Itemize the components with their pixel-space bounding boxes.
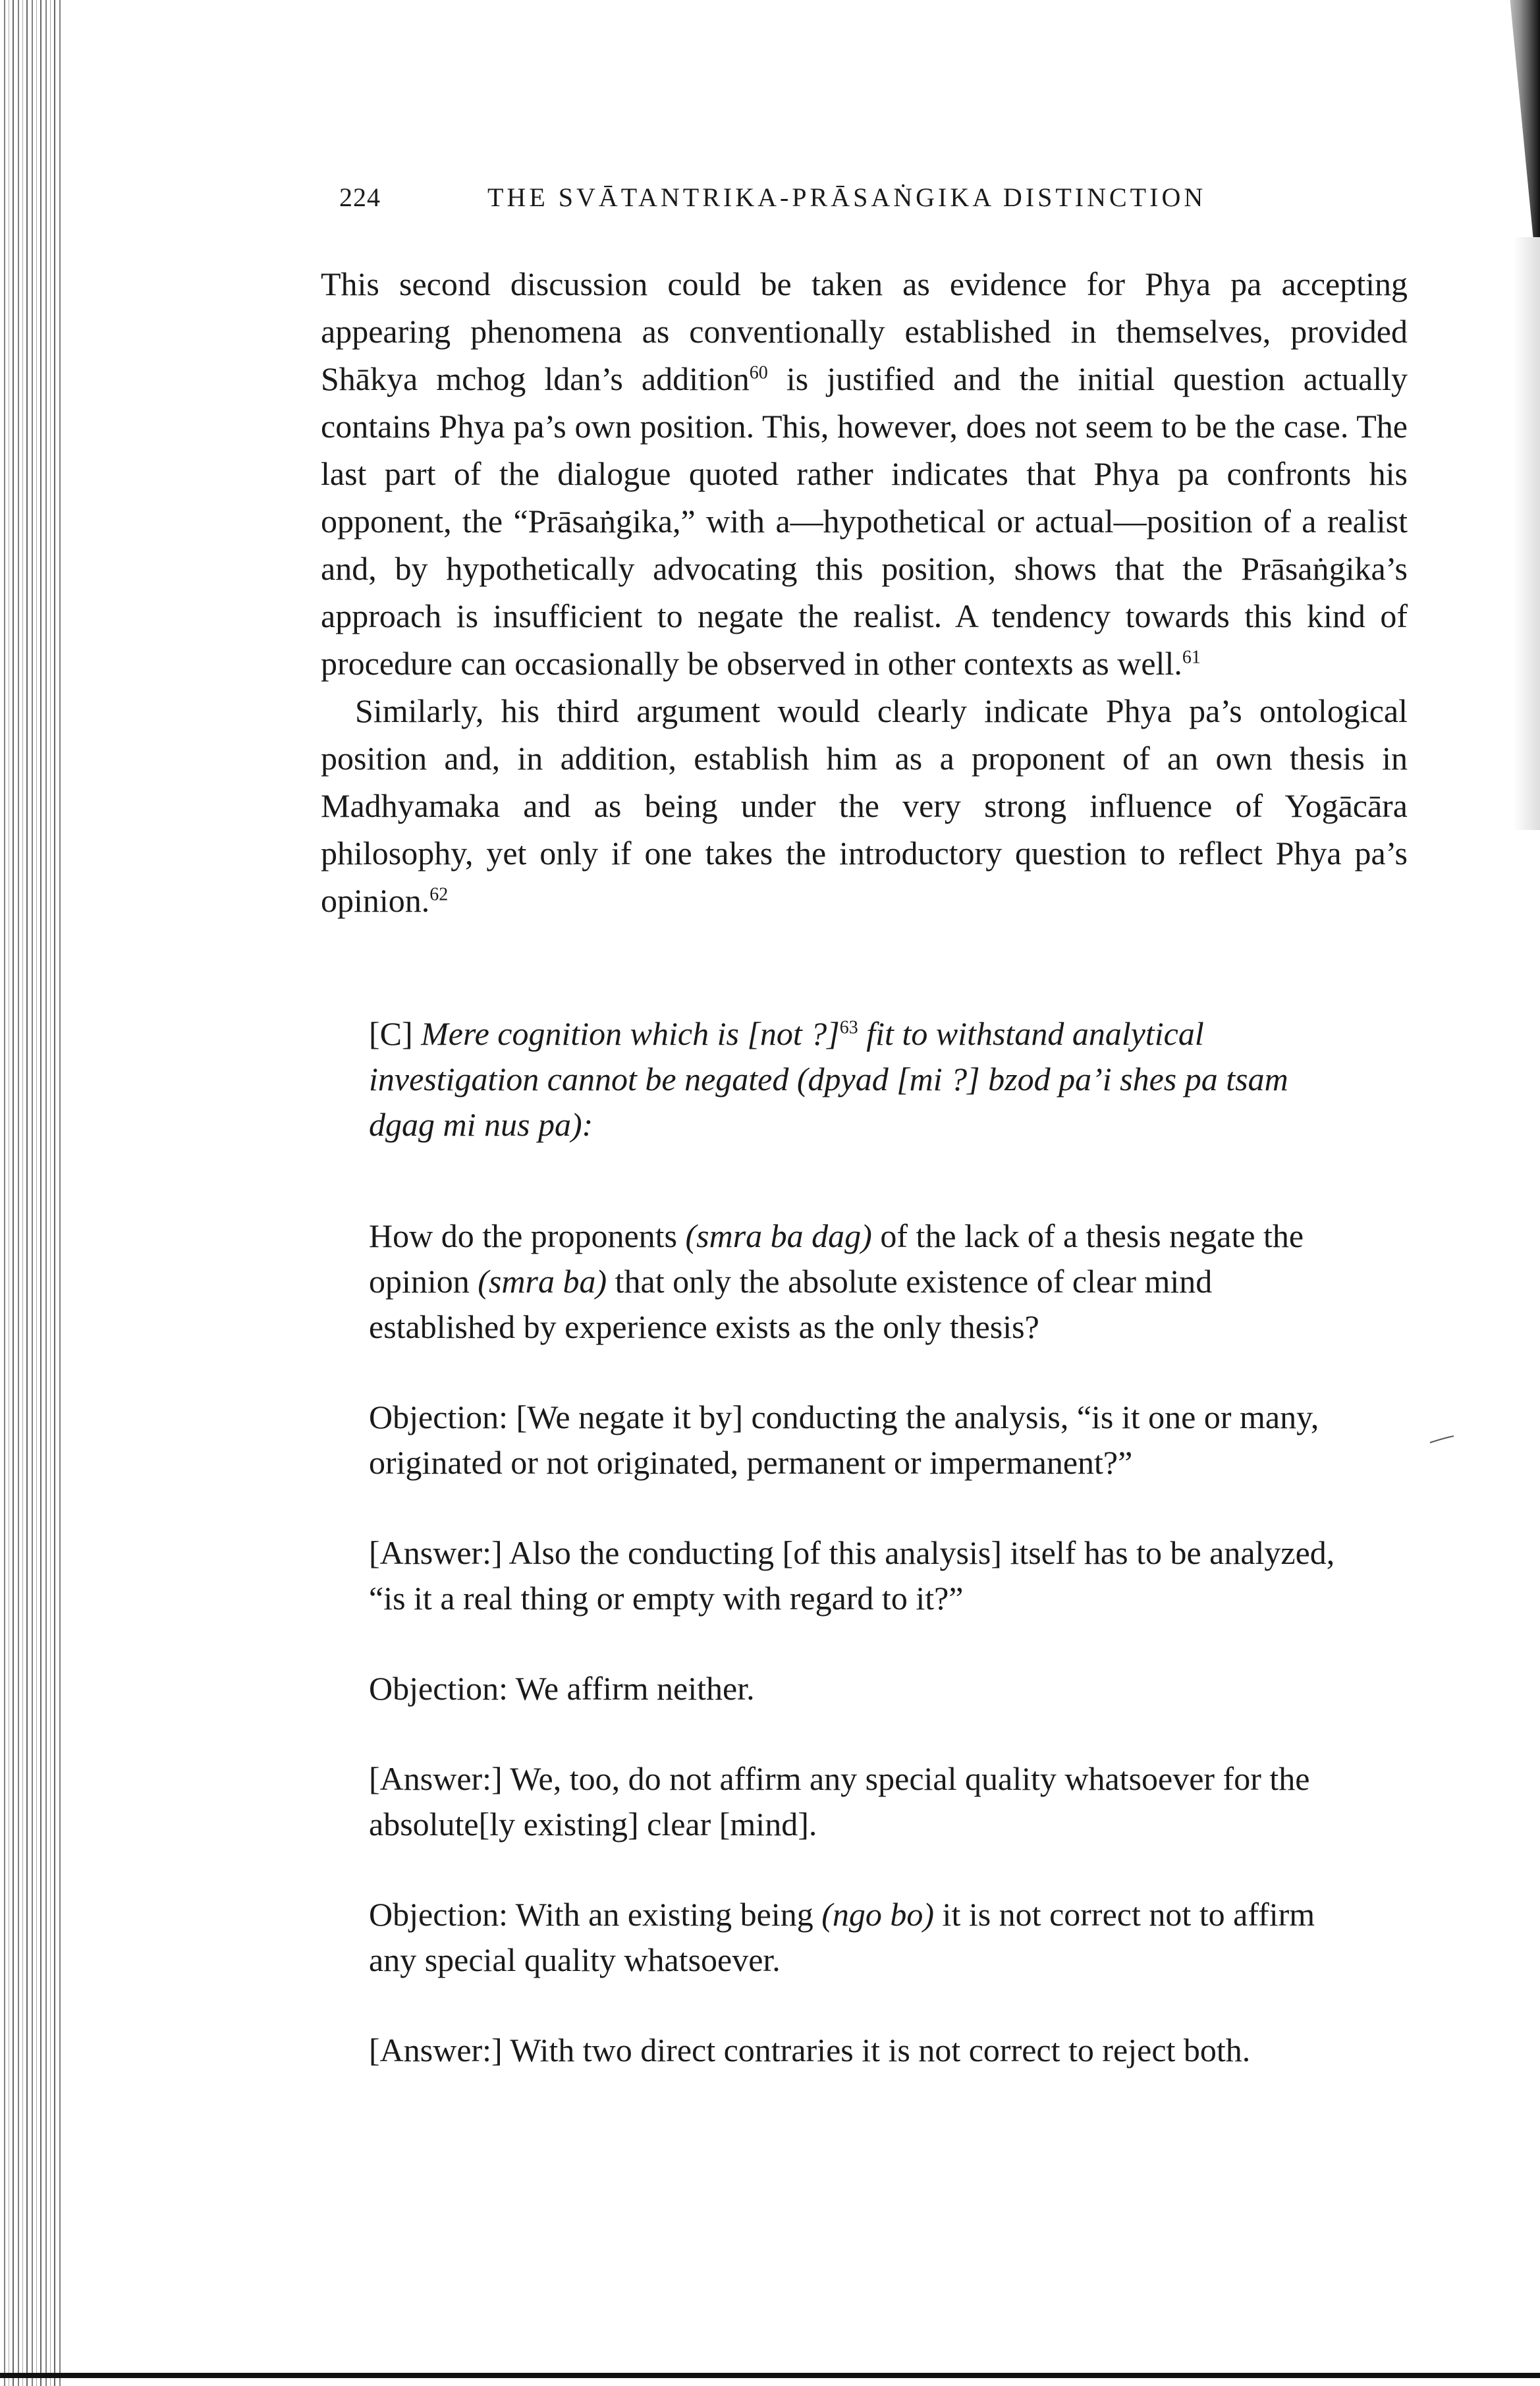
paragraph-2 — [321, 687, 1408, 924]
paragraph-1 — [321, 260, 1408, 687]
quote-objection-3 — [369, 1892, 1347, 1983]
quote-heading — [369, 1011, 1347, 1148]
running-title: THE SVĀTANTRIKA-PRĀSAṄGIKA DISTINCTION — [487, 182, 1207, 212]
paragraph-2-text: Similarly, his third argument would clearly indicate Phya pa’s ontological position and, in addition, establish him as a proponent of an own thesis in Madhyamaka and as being under the very strong influence of Yogācāra philosophy, yet only if one takes the introductory question to reflect Phya pa’s opinion. — [321, 692, 1408, 919]
footnote-ref-63: 63 — [839, 1017, 858, 1038]
paragraph-1-text-b: is justified and the initial question actually contains Phya pa’s own position. This, however, does not seem to be the case. The last part of the dialogue quoted rather indicates that Phya pa confronts his opponent, the “Prāsaṅgika,” with a—hypothetical or actual—position of a realist and, by hypothetically advocating this position, shows that the Prāsaṅgika’s approach is insufficient to negate the realist. A tendency towards this kind of procedure can occasionally be observed in other contexts as well. — [321, 360, 1408, 682]
footnote-ref-62: 62 — [429, 884, 449, 905]
quote-question-a: How do the proponents — [369, 1217, 686, 1254]
page-number: 224 — [339, 182, 381, 212]
page-edge-speckle — [1514, 237, 1540, 830]
quote-objection-3-a: Objection: With an existing being — [369, 1896, 822, 1933]
quote-objection-1: Objection: [We negate it by] conducting the analysis, “is it one or many, originated or not originated, permanent or impermanent?” — [369, 1399, 1319, 1481]
quote-answer-2: [Answer:] We, too, do not affirm any special quality whatsoever for the absolute[ly existing] clear [mind]. — [369, 1760, 1310, 1843]
quote-heading-a: Mere cognition which is [not ?] — [421, 1015, 840, 1052]
block-quote — [369, 1011, 1347, 2118]
tibetan-term-smra-ba-dag: (smra ba dag) — [685, 1217, 872, 1254]
page-edge-shadow — [1494, 0, 1540, 237]
quote-answer-1: [Answer:] Also the conducting [of this analysis] itself has to be analyzed, “is it a real thing or empty with regard to it?” — [369, 1534, 1335, 1617]
quote-label: [C] — [369, 1015, 422, 1052]
margin-pencil-mark — [1429, 1435, 1454, 1444]
quote-heading-b: fit to withstand analytical investigation cannot be negated (dpyad [mi ?] bzod pa’i shes pa tsam dgag mi nus pa): — [369, 1015, 1288, 1143]
tibetan-term-ngo-bo: (ngo bo) — [821, 1896, 935, 1933]
running-head — [339, 175, 1327, 221]
body-text — [321, 260, 1408, 924]
bottom-scan-edge — [0, 2373, 1540, 2378]
quote-question-c: that only the absolute existence of clear mind established by experience exists as the only thesis? — [369, 1263, 1213, 1345]
paragraph-1-text-a: This second discussion could be taken as evidence for Phya pa accepting appearing phenomena as conventionally established in themselves, provided Shākya mchog ldan’s addition — [321, 265, 1408, 397]
quote-question — [369, 1213, 1347, 1350]
tibetan-term-smra-ba: (smra ba) — [478, 1263, 607, 1300]
footnote-ref-60: 60 — [749, 362, 768, 383]
scan-gutter — [0, 0, 61, 2386]
quote-question-b: of the lack of a thesis negate the opinion — [369, 1217, 1304, 1300]
footnote-ref-61: 61 — [1182, 647, 1201, 668]
quote-objection-2: Objection: We affirm neither. — [369, 1670, 755, 1707]
quote-answer-3: [Answer:] With two direct contraries it is not correct to reject both. — [369, 2032, 1251, 2068]
quote-objection-3-b: it is not correct not to affirm any special quality whatsoever. — [369, 1896, 1315, 1978]
